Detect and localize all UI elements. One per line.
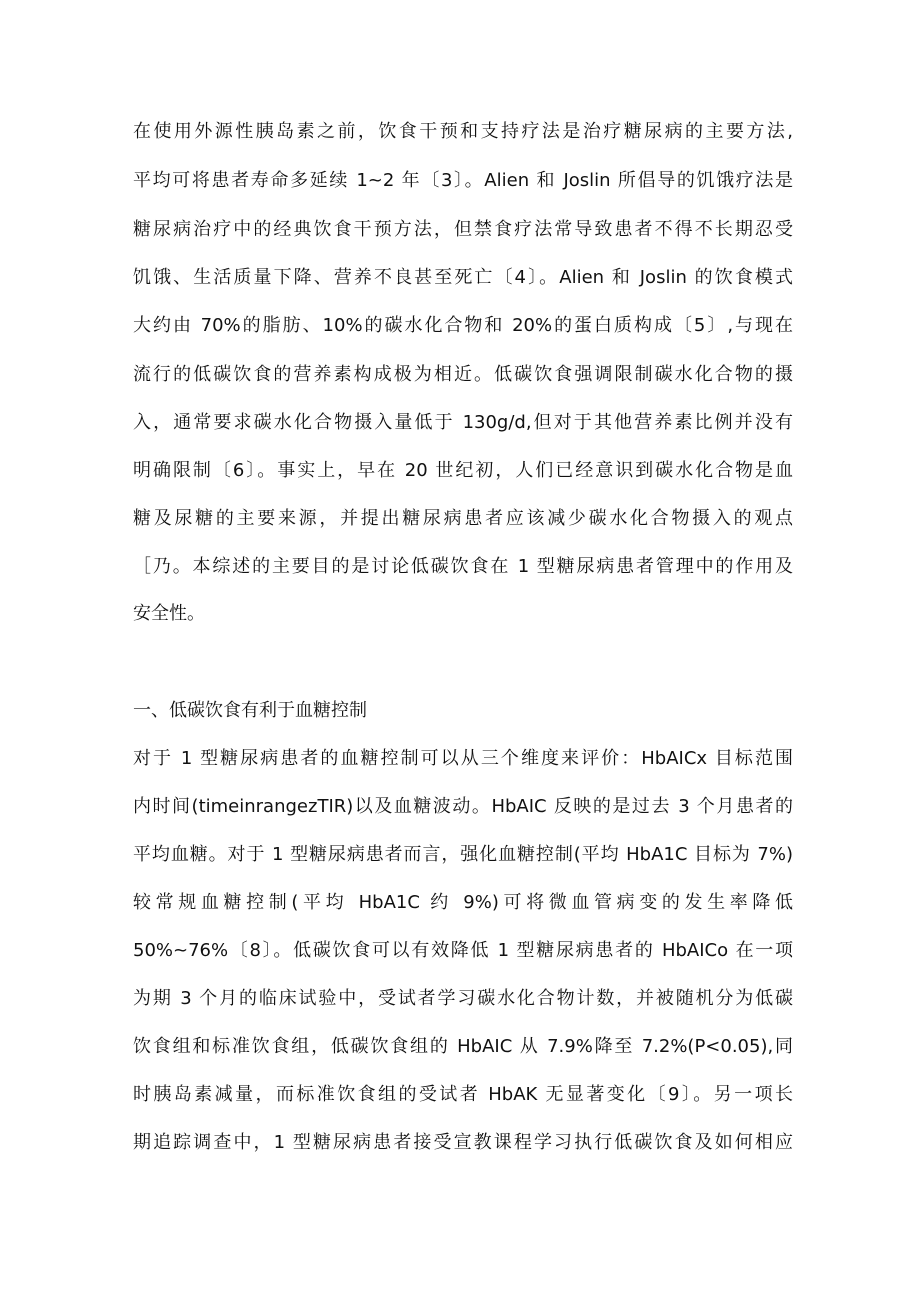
paragraph-line: 饥饿、生活质量下降、营养不良甚至死亡〔4〕。Alien 和 Joslin 的饮食模式 bbox=[133, 267, 793, 288]
paragraph-line: 时胰岛素减量，而标准饮食组的受试者 HbAK 无显著变化〔9〕。另一项长 bbox=[133, 1084, 793, 1105]
paragraph-line: 大约由 70%的脂肪、10%的碳水化合物和 20%的蛋白质构成〔5〕,与现在 bbox=[133, 315, 793, 336]
paragraph-line: 50%~76%〔8〕。低碳饮食可以有效降低 1 型糖尿病患者的 HbAICo 在一项 bbox=[133, 940, 793, 961]
paragraph-line: 平均可将患者寿命多延续 1~2 年〔3〕。Alien 和 Joslin 所倡导的饥饿疗法是 bbox=[133, 170, 793, 191]
paragraph-line: 在使用外源性胰岛素之前，饮食干预和支持疗法是治疗糖尿病的主要方法, bbox=[133, 121, 793, 142]
section-heading: 一、低碳饮食有利于血糖控制 bbox=[133, 700, 367, 721]
paragraph-line: 内时间(timeinrangezTIR)以及血糖波动。HbAIC 反映的是过去 3 个月患者的 bbox=[133, 796, 793, 817]
paragraph-line: 饮食组和标准饮食组，低碳饮食组的 HbAIC 从 7.9%降至 7.2%(P<0.05),同 bbox=[133, 1036, 793, 1057]
paragraph-line: 对于 1 型糖尿病患者的血糖控制可以从三个维度来评价：HbAICx 目标范围 bbox=[133, 748, 793, 769]
paragraph-line: 明确限制〔6〕。事实上，早在 20 世纪初，人们已经意识到碳水化合物是血 bbox=[133, 460, 793, 481]
paragraph-line: 糖及尿糖的主要来源，并提出糖尿病患者应该减少碳水化合物摄入的观点 bbox=[133, 508, 793, 529]
paragraph-line: 安全性。 bbox=[133, 603, 205, 624]
paragraph-line: 为期 3 个月的临床试验中，受试者学习碳水化合物计数，并被随机分为低碳 bbox=[133, 988, 793, 1009]
paragraph-line: 糖尿病治疗中的经典饮食干预方法，但禁食疗法常导致患者不得不长期忍受 bbox=[133, 219, 793, 240]
paragraph-line: 较常规血糖控制(平均 HbA1C 约 9%)可将微血管病变的发生率降低 bbox=[133, 892, 793, 913]
paragraph-line: 期追踪调查中，1 型糖尿病患者接受宣教课程学习执行低碳饮食及如何相应 bbox=[133, 1132, 793, 1153]
paragraph-line: ［乃。本综述的主要目的是讨论低碳饮食在 1 型糖尿病患者管理中的作用及 bbox=[133, 556, 793, 577]
paragraph-line: 流行的低碳饮食的营养素构成极为相近。低碳饮食强调限制碳水化合物的摄 bbox=[133, 364, 793, 385]
paragraph-line: 平均血糖。对于 1 型糖尿病患者而言，强化血糖控制(平均 HbA1C 目标为 7%) bbox=[133, 844, 793, 865]
paragraph-line: 入，通常要求碳水化合物摄入量低于 130g/d,但对于其他营养素比例并没有 bbox=[133, 412, 793, 433]
